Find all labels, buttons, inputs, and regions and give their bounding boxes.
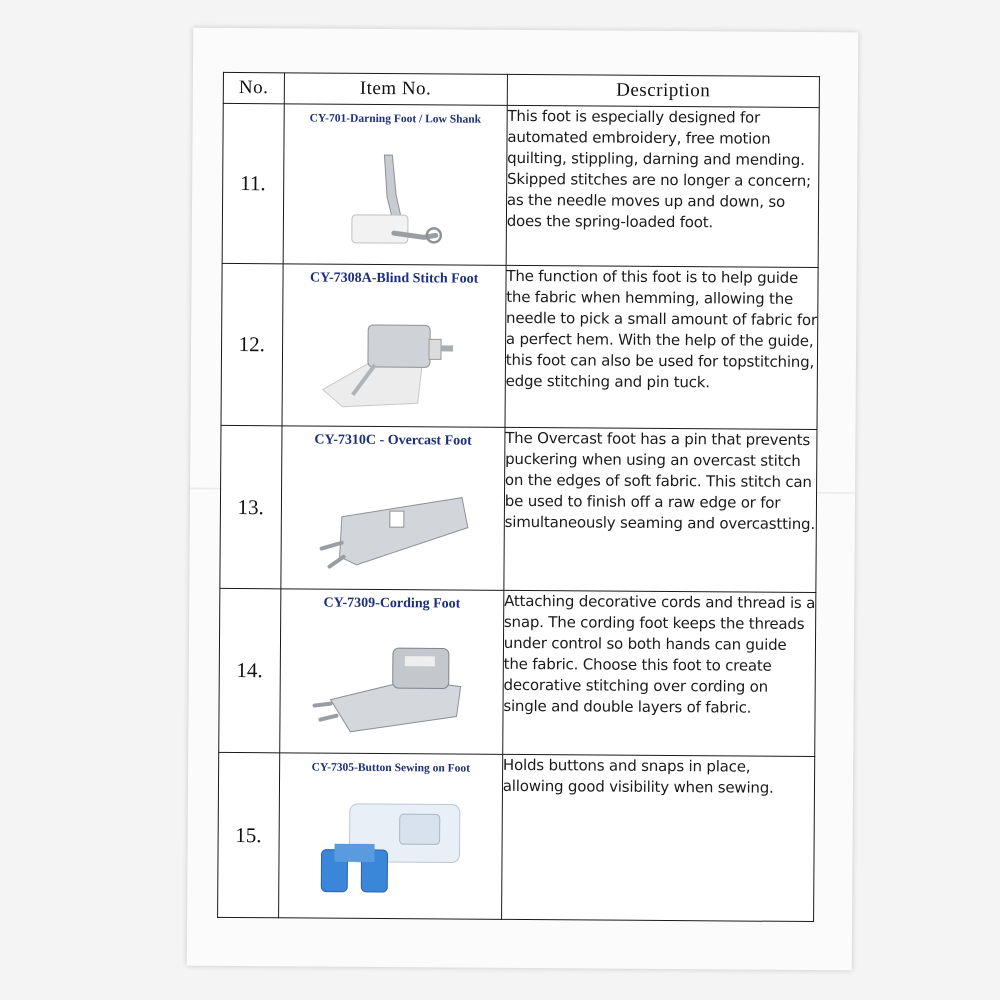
item-cell (279, 589, 503, 755)
item-title: CY-701-Darning Foot / Low Shank (309, 112, 482, 126)
overcast-foot-icon (281, 456, 505, 586)
description-cell: This foot is especially designed for automated embroidery, free motion quilting, stippling, darning and mending. Skipped stitches are no longer a concern; as the needle moves up and down, so does the spring-loaded foot. (506, 105, 819, 267)
description-cell: Holds buttons and snaps in place, allowing good visibility when sewing. (501, 754, 814, 921)
header-item-no: Item No. (284, 73, 507, 106)
presser-foot-table (217, 72, 820, 922)
table-row (222, 103, 819, 267)
header-description: Description (507, 74, 819, 107)
row-number: 14. (219, 588, 281, 752)
blind-stitch-foot-icon (282, 294, 506, 424)
instruction-sheet (187, 28, 859, 971)
header-no: No. (223, 72, 284, 103)
row-number: 11. (222, 103, 284, 263)
row-number: 12. (221, 263, 283, 425)
item-title: CY-7305-Button Sewing on Foot (311, 761, 471, 775)
cording-foot-icon (280, 619, 504, 749)
description-cell: The Overcast foot has a pin that prevents puckering when using an overcast stitch on the edges of soft fabric. This stitch can be used to finish off a raw edge or for simultaneously seaming and overcastting. (504, 427, 817, 592)
table-row (221, 263, 818, 429)
item-title: CY-7308A-Blind Stitch Foot (310, 270, 479, 287)
item-title: CY-7310C - Overcast Foot (314, 432, 472, 449)
item-cell (283, 104, 507, 266)
table-row (219, 588, 816, 756)
description-cell: Attaching decorative cords and thread is a snap. The cording foot keeps the threads under control so both hands can guide the fabric. Choose this foot to create decorative stitching over cording on single and double layers of fabric. (503, 590, 816, 756)
darning-foot-icon (283, 134, 507, 264)
table-row (218, 752, 815, 921)
description-cell: The function of this foot is to help guide the fabric when hemming, allowing the needle to pick a small amount of fabric for a perfect hem. With the help of the guide, this foot can also be used for topstitching, edge stitching and pin tuck. (505, 265, 818, 429)
table-row (220, 425, 817, 592)
button-sewing-foot-icon (279, 783, 503, 913)
item-cell (282, 264, 506, 428)
item-cell (280, 426, 504, 591)
table-header-row (223, 72, 819, 107)
item-title: CY-7309-Cording Foot (323, 595, 461, 612)
row-number: 13. (220, 425, 282, 588)
item-cell (278, 753, 502, 920)
row-number: 15. (218, 752, 280, 917)
